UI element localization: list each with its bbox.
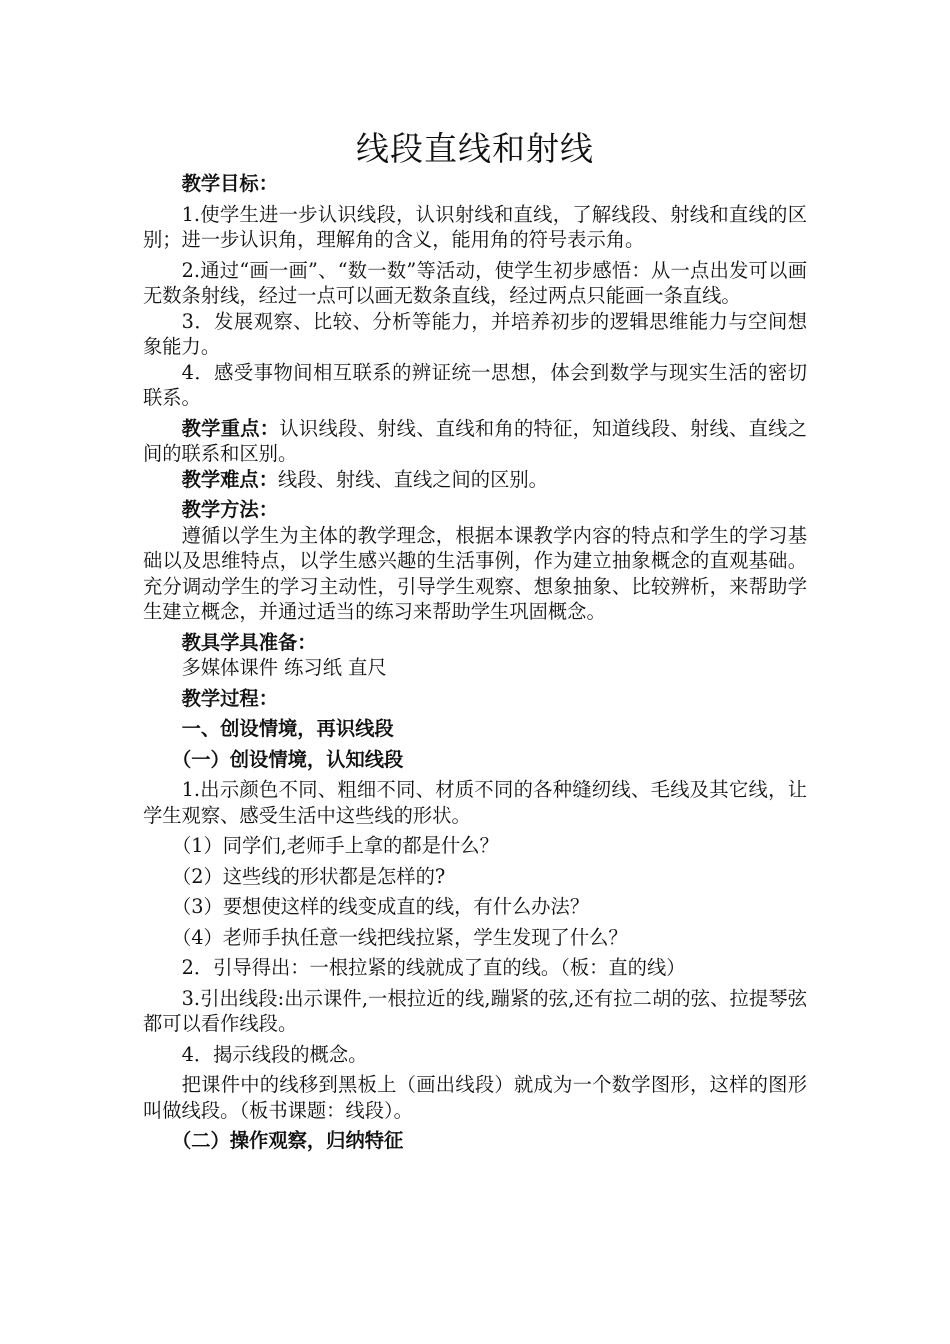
difficulty-label: 教学难点：	[181, 467, 278, 491]
question-4: （4）老师手执任意一线把线拉紧，学生发现了什么？	[171, 925, 628, 949]
question-2: （2）这些线的形状都是怎样的?	[171, 864, 446, 888]
document-title: 线段直线和射线	[356, 129, 594, 168]
step-2: 2．引导得出：一根拉紧的线就成了直的线。（板：直的线）	[181, 956, 686, 979]
focus-label: 教学重点：	[181, 416, 280, 440]
goal-2: 2.通过“画一画”、“数一数”等活动，使学生初步感悟：从一点出发可以画无数条射线，经过一点可以画无数条直线，经过两点只能画一条直线。	[143, 258, 807, 307]
difficulty-text: 线段、射线、直线之间的区别。	[278, 467, 548, 491]
teaching-difficulty	[143, 467, 807, 493]
section-1-heading: 一、创设情境，再识线段	[181, 717, 394, 740]
step-4-text: 把课件中的线移到黑板上（画出线段）就成为一个数学图形，这样的图形叫做线段。（板书课题：线段）。	[143, 1073, 807, 1122]
goal-1: 1.使学生进一步认识线段，认识射线和直线，了解线段、射线和直线的区别；进一步认识角，理解角的含义，能用角的符号表示角。	[143, 202, 807, 251]
tools-text: 多媒体课件 练习纸 直尺	[181, 656, 387, 679]
section-1-1-heading: （一）创设情境，认知线段	[171, 747, 404, 771]
goal-3: 3．发展观察、比较、分析等能力，并培养初步的逻辑思维能力与空间想象能力。	[143, 309, 807, 358]
teaching-focus	[143, 416, 807, 467]
step-4: 4．揭示线段的概念。	[181, 1042, 368, 1066]
goals-heading: 教学目标：	[181, 172, 278, 195]
goal-4: 4．感受事物间相互联系的辨证统一思想，体会到数学与现实生活的密切联系。	[143, 360, 807, 409]
question-3: （3）要想使这样的线变成直的线，有什么办法？	[171, 895, 590, 918]
step-3: 3.引出线段:出示课件,一根拉近的线,蹦紧的弦,还有拉二胡的弦、拉提琴弦都可以看作线段。	[143, 986, 807, 1035]
document-body	[143, 171, 807, 1154]
step-1: 1.出示颜色不同、粗细不同、材质不同的各种缝纫线、毛线及其它线，让学生观察、感受生活中这些线的形状。	[143, 778, 807, 827]
tools-heading: 教具学具准备：	[181, 630, 317, 654]
method-text: 遵循以学生为主体的教学理念，根据本课教学内容的特点和学生的学习基础以及思维特点，以学生感兴趣的生活事例，作为建立抽象概念的直观基础。充分调动学生的学习主动性，引导学生观察、想象抽象、比较辨析，来帮助学生建立概念，并通过适当的练习来帮助学生巩固概念。	[143, 523, 807, 623]
focus-text: 认识线段、射线、直线和角的特征，知道线段、射线、直线之间的联系和区别。	[143, 416, 808, 465]
process-heading: 教学过程：	[181, 686, 278, 710]
section-1-2-heading: （二）操作观察，归纳特征	[171, 1129, 404, 1152]
method-heading: 教学方法：	[181, 498, 278, 521]
question-1: （1）同学们,老师手上拿的都是什么？	[171, 834, 499, 857]
